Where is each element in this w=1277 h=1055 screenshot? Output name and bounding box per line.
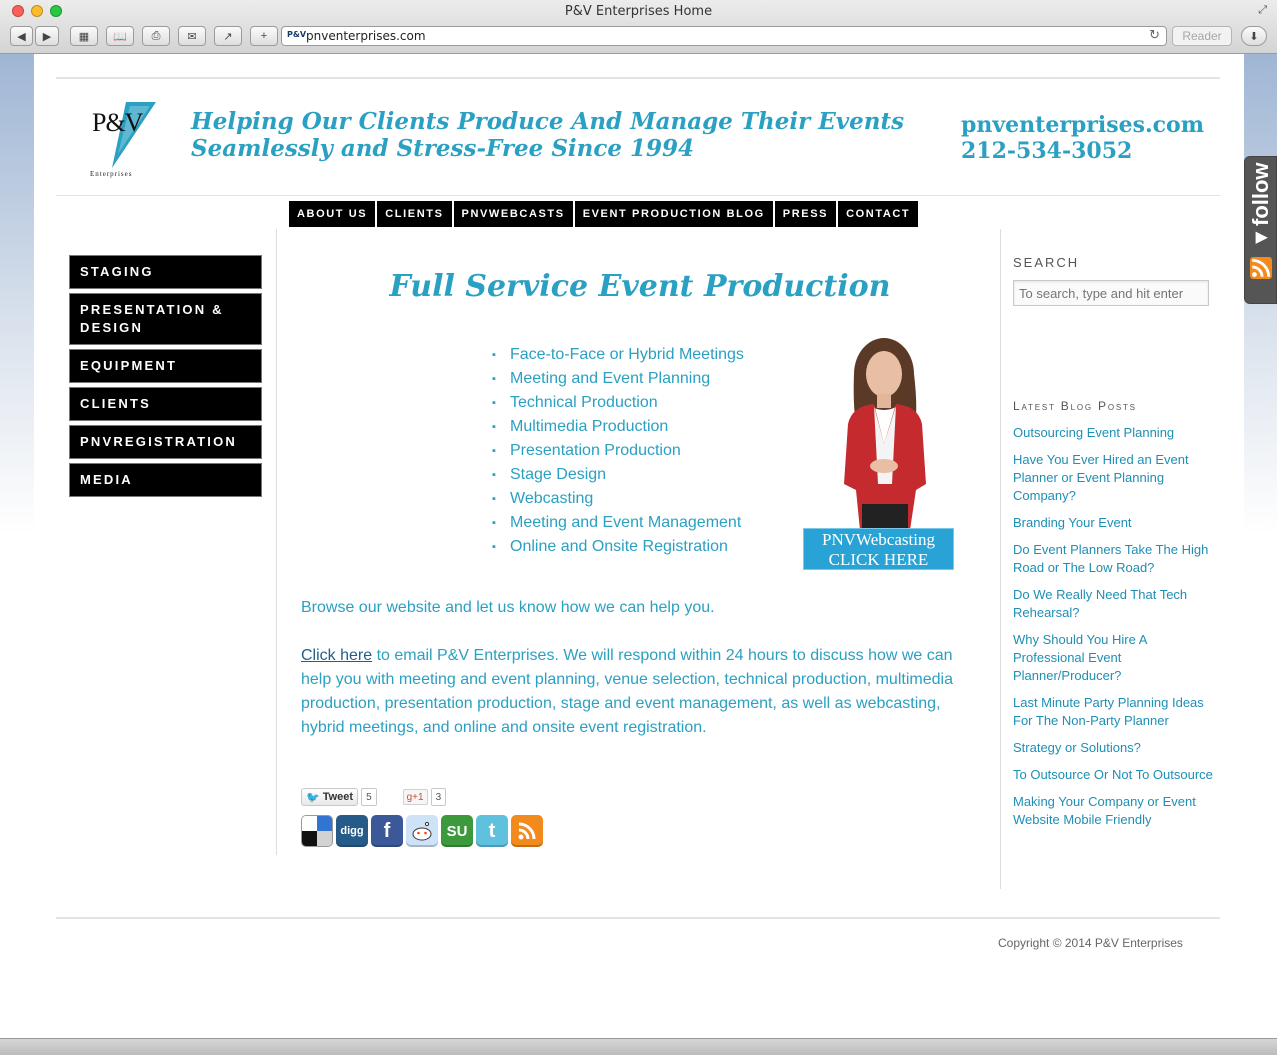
plus-icon: +	[260, 30, 268, 42]
downloads-button[interactable]	[1241, 26, 1267, 46]
copyright-text: Copyright © 2014 P&V Enterprises	[998, 936, 1183, 950]
click-here-link[interactable]: Click here	[301, 647, 373, 664]
share-icon: ↗	[223, 30, 233, 43]
browser-chrome	[0, 0, 1277, 54]
logo-subtext: Enterprises	[90, 170, 133, 178]
grid-icon: ▦	[78, 30, 90, 43]
topnav-event-production-blog[interactable]: EVENT PRODUCTION BLOG	[575, 201, 773, 227]
blog-post-link[interactable]: Making Your Company or Event Website Mobile Friendly	[1013, 794, 1196, 827]
address-bar[interactable]	[281, 26, 1167, 46]
latest-posts-list	[1013, 424, 1213, 838]
topnav-pnvwebcasts[interactable]: PNVWEBCASTS	[454, 201, 573, 227]
service-item: ▪ Multimedia Production	[510, 415, 744, 439]
top-navigation	[289, 201, 918, 227]
facebook-icon[interactable]: f	[371, 815, 403, 847]
google-plus-button[interactable]: g+1	[403, 789, 428, 805]
follow-widget[interactable]	[1244, 156, 1277, 304]
service-item: ▪ Technical Production	[510, 391, 744, 415]
blog-post-link[interactable]: Do We Really Need That Tech Rehearsal?	[1013, 587, 1188, 620]
site-favicon-icon: P&V	[287, 30, 307, 39]
rss-icon[interactable]	[511, 815, 543, 847]
tweet-label: Tweet	[322, 791, 354, 803]
print-button[interactable]	[142, 26, 170, 46]
header-tagline	[191, 108, 904, 162]
reload-icon[interactable]: ↻	[1149, 28, 1160, 43]
twitter-icon[interactable]: t	[476, 815, 508, 847]
service-item: ▪ Meeting and Event Management	[510, 511, 744, 535]
side-navigation	[69, 255, 262, 501]
sidenav-equipment[interactable]: EQUIPMENT	[69, 349, 262, 383]
digg-icon[interactable]: digg	[336, 815, 368, 847]
browser-status-bar	[0, 1038, 1277, 1055]
follow-label: ◂follow	[1248, 162, 1273, 251]
service-item: ▪ Meeting and Event Planning	[510, 367, 744, 391]
url-text: pnventerprises.com	[306, 29, 426, 43]
delicious-icon[interactable]	[301, 815, 333, 847]
reddit-icon[interactable]	[406, 815, 438, 847]
envelope-icon: ✉	[187, 30, 197, 43]
webcast-button-line1: PNVWebcasting	[822, 530, 935, 549]
back-button[interactable]	[10, 26, 33, 46]
search-input[interactable]	[1013, 280, 1209, 306]
email-paragraph-text: to email P&V Enterprises. We will respond within 24 hours to discuss how we can help you with meeting and event planning, venue selection, technical production, multimedia production, presentation production, stage and event management, as well as webcasting, hybrid meetings, and online and onsite event registration.	[301, 647, 953, 736]
service-item: ▪ Face-to-Face or Hybrid Meetings	[510, 343, 744, 367]
topnav-contact[interactable]: CONTACT	[838, 201, 918, 227]
add-bookmark-button[interactable]	[250, 26, 278, 46]
service-item: ▪ Presentation Production	[510, 439, 744, 463]
email-paragraph	[301, 644, 981, 740]
back-arrow-icon: ◀	[17, 30, 26, 43]
browser-viewport	[0, 54, 1277, 1038]
blog-post-link[interactable]: To Outsource Or Not To Outsource	[1013, 767, 1213, 782]
header-bottom-divider	[56, 195, 1220, 196]
phone-number: 212-534-3052	[961, 138, 1133, 164]
bookmarks-button[interactable]	[106, 26, 134, 46]
page-container	[34, 54, 1244, 1038]
webcast-button-line2: CLICK HERE	[828, 550, 929, 569]
download-icon: ⬇	[1249, 30, 1259, 43]
services-list	[510, 343, 744, 559]
blog-post-link[interactable]: Why Should You Hire A Professional Event Planner/Producer?	[1013, 632, 1147, 683]
book-icon: 📖	[113, 30, 127, 43]
right-column-divider	[1000, 229, 1001, 889]
footer-divider	[56, 917, 1220, 919]
pv-logo[interactable]	[90, 102, 158, 182]
social-icons	[301, 815, 543, 847]
sidenav-pnvregistration[interactable]: PNVREGISTRATION	[69, 425, 262, 459]
sidenav-presentation-design[interactable]: PRESENTATION & DESIGN	[69, 293, 262, 345]
page-title: Full Service Event Production	[389, 269, 891, 304]
tweet-count: 5	[361, 788, 377, 806]
blog-post-link[interactable]: Last Minute Party Planning Ideas For The Non-Party Planner	[1013, 695, 1204, 728]
reader-button[interactable]: Reader	[1172, 26, 1232, 46]
rss-feed-icon[interactable]	[1250, 257, 1272, 279]
blog-post-link[interactable]: Strategy or Solutions?	[1013, 740, 1141, 755]
blog-post-link[interactable]: Branding Your Event	[1013, 515, 1132, 530]
pnvwebcasting-button[interactable]	[803, 528, 954, 570]
left-column-divider	[276, 229, 277, 855]
latest-posts-heading: Latest Blog Posts	[1013, 399, 1137, 413]
sidenav-staging[interactable]: STAGING	[69, 255, 262, 289]
logo-text: P&V	[92, 108, 143, 137]
top-sites-button[interactable]	[70, 26, 98, 46]
header-contact	[961, 112, 1204, 164]
site-domain: pnventerprises.com	[961, 112, 1205, 138]
blog-post-link[interactable]: Have You Ever Hired an Event Planner or Event Planning Company?	[1013, 452, 1189, 503]
blog-post-link[interactable]: Do Event Planners Take The High Road or The Low Road?	[1013, 542, 1209, 575]
forward-button[interactable]	[35, 26, 59, 46]
topnav-clients[interactable]: CLIENTS	[377, 201, 451, 227]
fullscreen-icon[interactable]: ⤢	[1258, 4, 1267, 16]
forward-arrow-icon: ▶	[42, 30, 52, 43]
sidenav-media[interactable]: MEDIA	[69, 463, 262, 497]
sidenav-clients[interactable]: CLIENTS	[69, 387, 262, 421]
tweet-button[interactable]	[301, 788, 358, 806]
presenter-image[interactable]	[812, 334, 960, 530]
browse-text: Browse our website and let us know how we can help you.	[301, 599, 715, 616]
service-item: ▪ Webcasting	[510, 487, 744, 511]
tagline-line-2: Seamlessly and Stress-Free Since 1994	[191, 135, 695, 162]
twitter-bird-icon: 🐦	[306, 791, 320, 804]
service-item: ▪ Online and Onsite Registration	[510, 535, 744, 559]
topnav-press[interactable]: PRESS	[775, 201, 836, 227]
search-heading: SEARCH	[1013, 255, 1080, 270]
gplus-count: 3	[431, 788, 447, 806]
header-top-divider	[56, 77, 1220, 79]
share-button[interactable]	[214, 26, 242, 46]
topnav-about-us[interactable]: ABOUT US	[289, 201, 375, 227]
printer-icon: ⎙	[151, 29, 161, 42]
service-item: ▪ Stage Design	[510, 463, 744, 487]
stumbleupon-icon[interactable]: SU	[441, 815, 473, 847]
blog-post-link[interactable]: Outsourcing Event Planning	[1013, 425, 1175, 440]
window-title: P&V Enterprises Home	[564, 4, 713, 19]
tagline-line-1: Helping Our Clients Produce And Manage Their Events	[191, 108, 905, 135]
mail-button[interactable]	[178, 26, 206, 46]
share-counters	[301, 788, 446, 806]
